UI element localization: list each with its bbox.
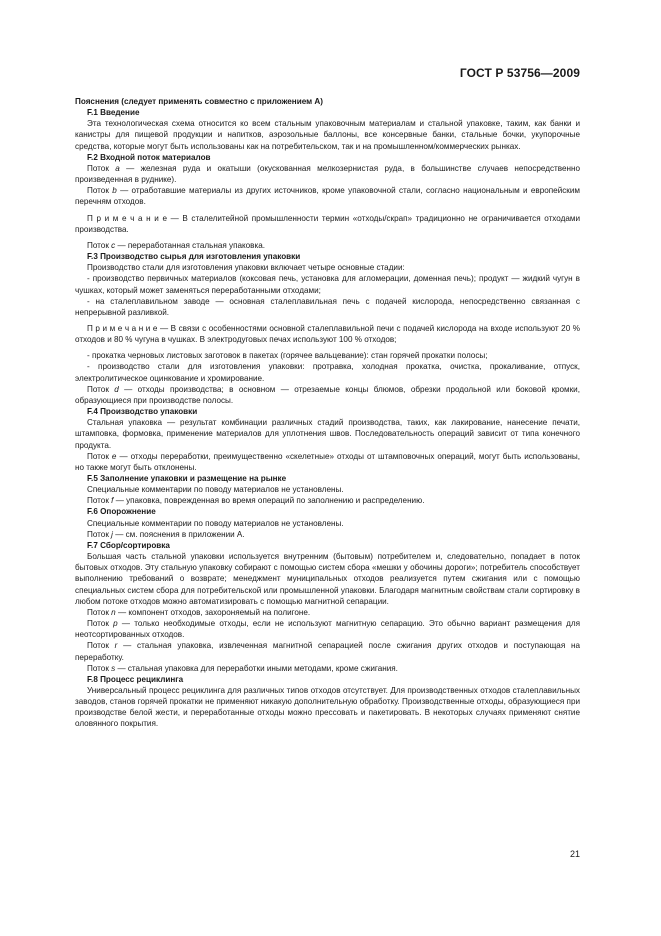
section-heading-f7: F.7 Сбор/сортировка bbox=[87, 540, 170, 550]
section-heading-f5: F.5 Заполнение упаковки и размещение на рынке bbox=[87, 474, 287, 483]
section-heading-f4: F.4 Производство упаковки bbox=[87, 407, 198, 417]
section-heading-f6: F.6 Опорожнение bbox=[87, 507, 156, 517]
flow-j: Поток j — см. пояснения в приложении А. bbox=[87, 529, 245, 539]
flow-r: Поток r — стальная упаковка, извлеченная магнитной сепарацией после сжигания других отходов и поступающая на переработку. bbox=[75, 641, 580, 662]
flow-s: Поток s — стальная упаковка для переработки иными методами, кроме сжигания. bbox=[87, 663, 398, 673]
note: П р и м е ч а н и е — В сталелитейной промышленности термин «отходы/скрап» традиционно не ограничивается отходами производства. bbox=[75, 213, 580, 234]
paragraph: Универсальный процесс рециклинга для различных типов отходов отсутствует. Для производственных отходов сталеплавильных заводов, станов горячей прокатки не применяют никакую дополнительную обработку. Производственные отходы, образующиеся при производстве белой жести, и переработанные отходы можно прессовать и пакетировать. В некоторых случаях применяют снятие оловянного покрытия. bbox=[75, 685, 580, 729]
flow-b: Поток b — отработавшие материалы из других источников, кроме упаковочной стали, согласно национальным и европейским перечням отходов. bbox=[75, 186, 580, 207]
list-item: - производство первичных материалов (коксовая печь, установка для агломерации, доменная печь); продукт — жидкий чугун в чушках, который может заменяться переработанными отходами; bbox=[75, 274, 580, 295]
flow-c: Поток с — переработанная стальная упаковка. bbox=[87, 240, 265, 250]
paragraph: Большая часть стальной упаковки используется внутренним (бытовым) потребителем и, следовательно, попадает в поток бытовых отходов. Эту стальную упаковку собирают с помощью систем сбора «мешки у обочины дороги»; потребитель способствует выполнению требований о возврате; менеджмент муниципальных отходов реализуется путем сжигания или с помощью специальных систем сбора для потребительской или промышленной упаковки. Благодаря магнитным свойствам стали сортировку в любом потоке отходов можно автоматизировать с помощью магнитной сепарации. bbox=[75, 552, 580, 606]
page-number: 21 bbox=[569, 849, 580, 859]
section-heading-f1: F.1 Введение bbox=[87, 108, 140, 118]
flow-p: Поток р — только необходимые отходы, если не используют магнитную сепарацию. Это обычно вариант размещения для неотсортированных отходов. bbox=[75, 619, 580, 640]
list-item: - производство стали для изготовления упаковки: протравка, холодная прокатка, очистка, прокаливание, отпуск, электролитическое оцинкование и хромирование. bbox=[75, 362, 580, 383]
document-code: ГОСТ Р 53756—2009 bbox=[459, 66, 580, 80]
paragraph: Эта технологическая схема относится ко всем стальным упаковочным материалам и стальной упаковке, таким, как банки и канистры для пищевой продукции и напитков, аэрозольные баллоны, все консервные банки, стальные бочки, укупорочные средства, которые могут быть использованы как на потребительском, так и на промышленном/коммерческих рынках. bbox=[75, 119, 580, 151]
section-heading-f2: F.2 Входной поток материалов bbox=[87, 152, 211, 162]
list-item: - прокатка черновых листовых заготовок в пакетах (горячее вальцевание): стан горячей прокатки полосы; bbox=[87, 351, 488, 361]
list-item: - на сталеплавильном заводе — основная сталеплавильная печь с подачей кислорода, непосредственно связанная с непрерывной разливкой. bbox=[75, 296, 580, 317]
paragraph: Производство стали для изготовления упаковки включает четыре основные стадии: bbox=[87, 263, 405, 273]
section-heading-f3: F.3 Производство сырья для изготовления упаковки bbox=[87, 252, 301, 262]
section-heading-f8: F.8 Процесс рециклинга bbox=[87, 674, 184, 684]
paragraph: Специальные комментарии по поводу материалов не установлены. bbox=[87, 518, 344, 528]
flow-f: Поток f — упаковка, поврежденная во время операций по заполнению и распределению. bbox=[87, 496, 425, 506]
note: П р и м е ч а н и е — В связи с особенностями основной сталеплавильной печи с подачей кислорода на входе используют 20 % отходов и 80 % чугуна в чушках. В электродуговых печах используют 100 % отходов; bbox=[75, 323, 581, 345]
paragraph: Специальные комментарии по поводу материалов не установлены. bbox=[87, 485, 344, 495]
section-title: Пояснения (следует применять совместно с приложением А) bbox=[75, 97, 323, 106]
flow-d: Поток d — отходы производства; в основном — отрезаемые концы блюмов, обрезки продольной или боковой кромки, образующиеся при производстве полосы. bbox=[75, 384, 580, 405]
flow-n: Поток n — компонент отходов, захороняемый на полигоне. bbox=[87, 607, 311, 617]
flow-e: Поток е — отходы переработки, преимущественно «скелетные» отходы от штамповочных операций, могут быть использованы, но также могут быть отклонены. bbox=[75, 451, 580, 472]
flow-a: Поток а — железная руда и окатыши (окускованная мелкозернистая руда, в большинстве случаев непосредственно произведенная в руднике). bbox=[75, 163, 580, 185]
document-body bbox=[75, 96, 580, 730]
paragraph: Стальная упаковка — результат комбинации различных стадий производства, таких, как лакирование, нанесение печати, штамповка, формовка, применение материалов для уплотнения швов. Последовательность операций зависит от типа конечного продукта. bbox=[75, 418, 580, 450]
